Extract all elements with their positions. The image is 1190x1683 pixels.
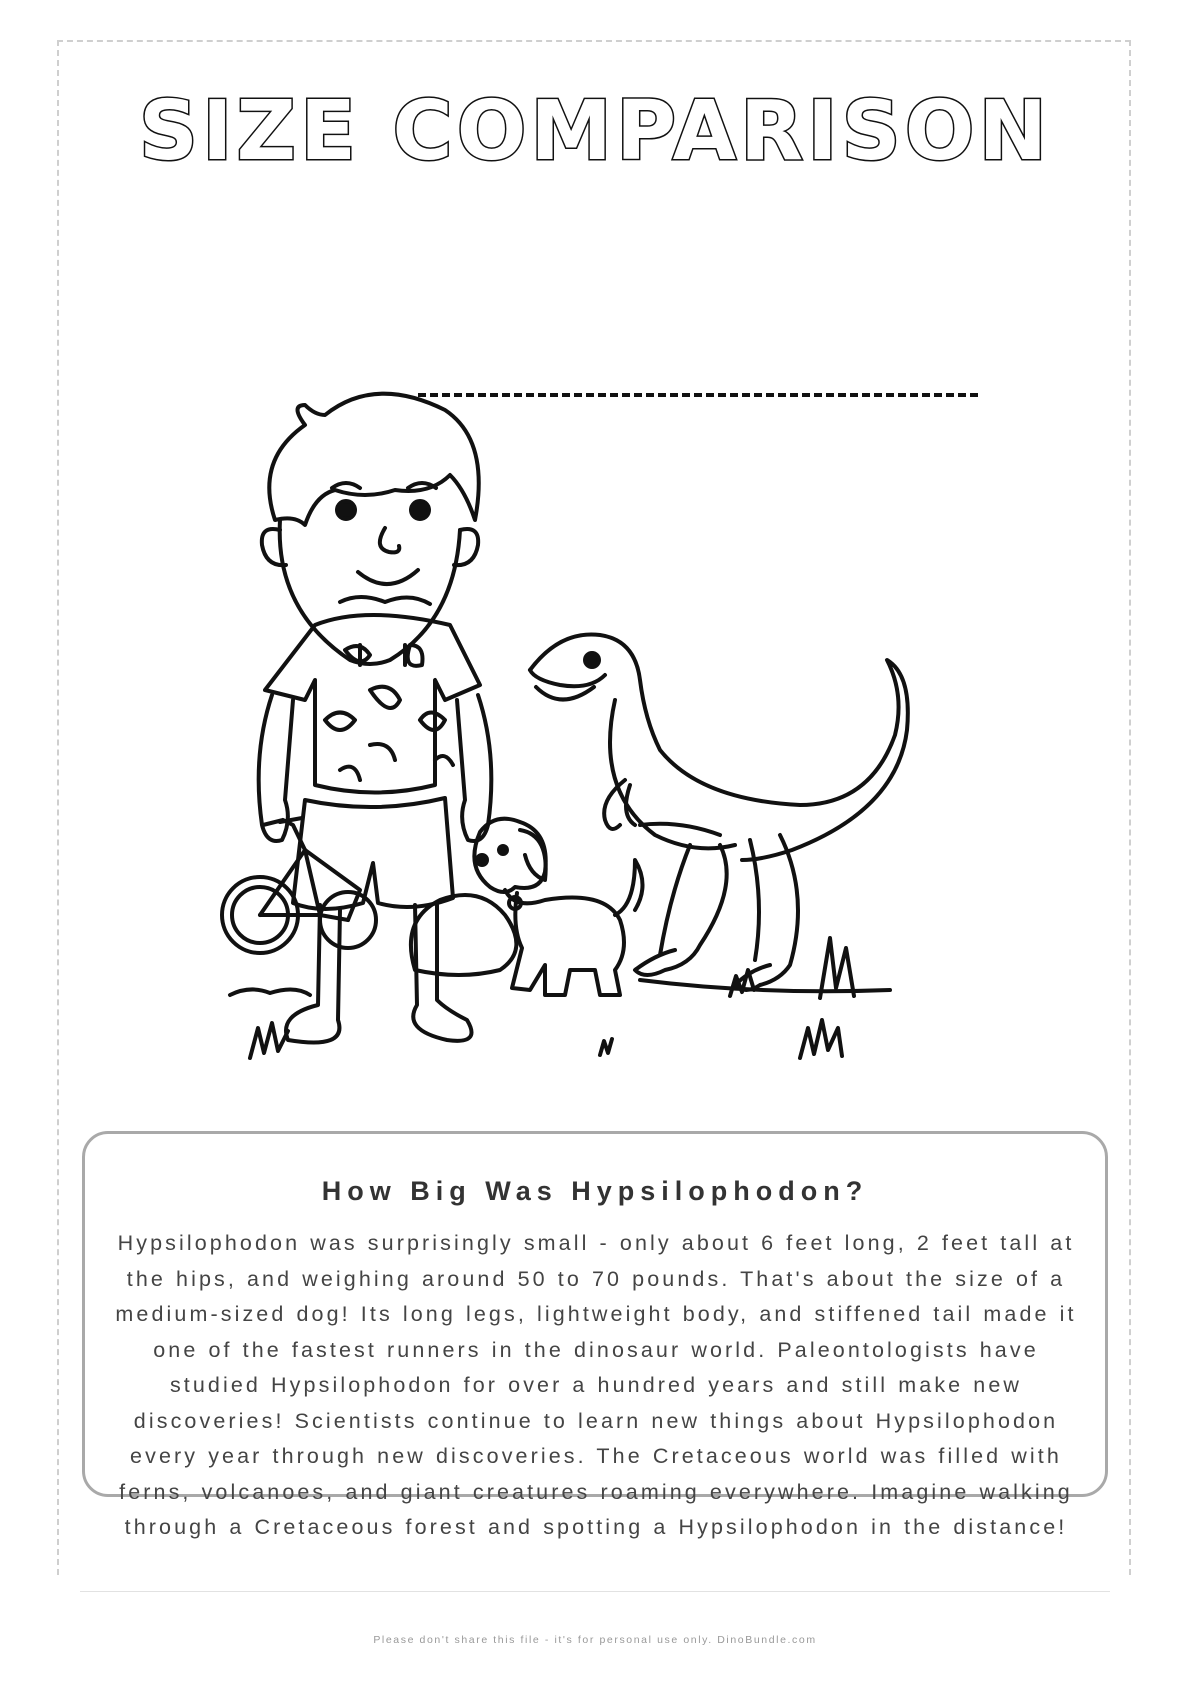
footer-divider bbox=[80, 1591, 1110, 1592]
footer-note: Please don't share this file - it's for personal use only. DinoBundle.com bbox=[373, 1634, 817, 1646]
hypsilophodon-icon bbox=[530, 634, 908, 990]
info-body: Hypsilophodon was surprisingly small - only about 6 feet long, 2 feet tall at the hips, and weighing around 50 to 70 pounds. That's about the size of a medium-sized dog! Its long legs, lightweight body, and stiffened tail made it one of the fastest runners in the dinosaur world. Paleontologists have studied Hypsilophodon for over a hundred years and still make new discoveries! Scientists continue to learn new things about Hypsilophodon every year through new discoveries. The Cretaceous world was filled with ferns, volcanoes, and giant creatures roaming everywhere. Imagine walking through a Cretaceous forest and spotting a Hypsilophodon in the distance! bbox=[115, 1231, 1077, 1539]
page-title: SIZE COMPARISON bbox=[138, 84, 1052, 179]
info-card bbox=[82, 1131, 1108, 1539]
boy-icon bbox=[259, 394, 492, 1043]
info-heading: How Big Was Hypsilophodon? bbox=[321, 1176, 869, 1206]
size-comparison-illustration bbox=[220, 390, 980, 1110]
